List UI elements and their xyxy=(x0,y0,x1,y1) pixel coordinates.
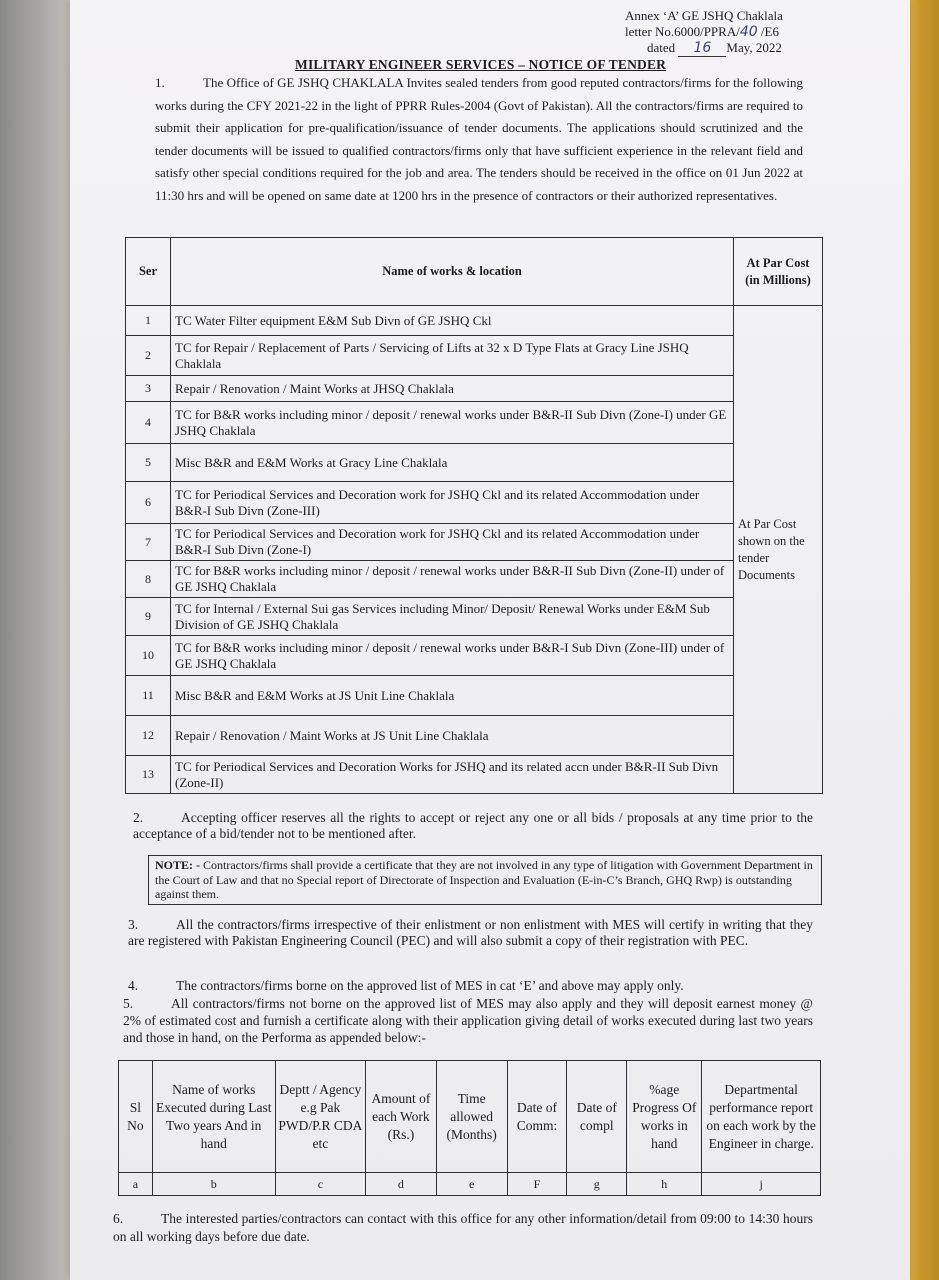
table-row-ser: 4 xyxy=(126,402,171,444)
perf-letter: d xyxy=(366,1173,437,1196)
table-row-name: TC for Internal / External Sui gas Services including Minor/ Deposit/ Renewal Works under E&M Sub Division of GE JSHQ Chaklala xyxy=(171,598,734,636)
col-header-cost: At Par Cost (in Millions) xyxy=(734,238,823,306)
table-row-ser: 3 xyxy=(126,376,171,402)
cost-note-text: At Par Cost shown on the tender Documents xyxy=(738,516,805,582)
table-row-ser: 5 xyxy=(126,444,171,482)
paragraph-5 xyxy=(123,995,813,1046)
para-number: 6. xyxy=(113,1211,124,1226)
note-text: Contractors/firms shall provide a certificate that they are not involved in any type of litigation with Government Department in the Court of Law and that no Special report of Directorate of Inspection and Evaluation (E-in-C’s Branch, GHQ Rwp) is outstanding against them. xyxy=(155,858,813,901)
table-row-ser: 2 xyxy=(126,336,171,376)
perf-header: Name of works Executed during Last Two years And in hand xyxy=(152,1061,275,1173)
perf-header: Time allowed (Months) xyxy=(436,1061,507,1173)
letter-number-suffix: /E6 xyxy=(757,24,779,39)
para-number: 4. xyxy=(128,978,139,993)
performa-table xyxy=(118,1060,821,1196)
note-label: NOTE: - xyxy=(155,858,200,872)
annex-line2 xyxy=(625,24,783,40)
perf-letter: e xyxy=(436,1173,507,1196)
annex-reference xyxy=(625,8,783,57)
table-row-name: TC for B&R works including minor / deposit / renewal works under B&R-II Sub Divn (Zone-II) under of GE JSHQ Chaklala xyxy=(171,561,734,598)
para-text: All the contractors/firms irrespective of their enlistment or non enlistment with MES will certify in writing that they are registered with Pakistan Engineering Council (PEC) and will also submit a copy of their registration with PEC. xyxy=(128,917,813,948)
table-row-name: TC for Periodical Services and Decoration work for JSHQ Ckl and its related Accommodation under B&R-I Sub Divn (Zone-III) xyxy=(171,482,734,524)
table-row-name: Repair / Renovation / Maint Works at JS Unit Line Chaklala xyxy=(171,716,734,756)
table-row-ser: 10 xyxy=(126,636,171,676)
annex-line3 xyxy=(625,40,783,57)
para-text: The Office of GE JSHQ CHAKLALA Invites sealed tenders from good reputed contractors/firms for the following works during the CFY 2021-22 in the light of PPRR Rules-2004 (Govt of Pakistan). All the contractors/firms are required to submit their application for pre-qualification/issuance of tender documents. The applications should scrutinized and the tender documents will be issued to qualified contractors/firms only that have sufficient experience in the relevant field and satisfy other special conditions required for the job and area. The tenders should be received in the office on 01 Jun 2022 at 11:30 hrs and will be opened on same date at 1200 hrs in the presence of contractors or their authorized representatives. xyxy=(155,75,803,203)
letter-number-prefix: letter No.6000/PPRA/ xyxy=(625,24,740,39)
perf-header: Amount of each Work (Rs.) xyxy=(366,1061,437,1173)
perf-header: Deptt / Agency e.g Pak PWD/P.R CDA etc xyxy=(275,1061,365,1173)
perf-header: Departmental performance report on each work by the Engineer in charge. xyxy=(702,1061,821,1173)
table-row-name: TC for Periodical Services and Decoration work for JSHQ Ckl and its related Accommodation under B&R-I Sub Divn (Zone-I) xyxy=(171,524,734,561)
annex-line1: Annex ‘A’ GE JSHQ Chaklala xyxy=(625,8,783,23)
note-box xyxy=(148,855,822,905)
table-row-ser: 1 xyxy=(126,306,171,336)
perf-header: Date of compl xyxy=(567,1061,627,1173)
table-row-name: TC for B&R works including minor / deposit / renewal works under B&R-II Sub Divn (Zone-I) under GE JSHQ Chaklala xyxy=(171,402,734,444)
dated-month: May, 2022 xyxy=(726,40,782,55)
para-text: Accepting officer reserves all the rights to accept or reject any one or all bids / proposals at any time prior to the acceptance of a bid/tender not to be mentioned after. xyxy=(133,810,813,841)
table-row-ser: 11 xyxy=(126,676,171,716)
perf-letter: c xyxy=(275,1173,365,1196)
table-row-name: TC for Repair / Replacement of Parts / Servicing of Lifts at 32 x D Type Flats at Gracy Line JSHQ Chaklala xyxy=(171,336,734,376)
table-row-ser: 9 xyxy=(126,598,171,636)
handwritten-letter-number: 40 xyxy=(739,24,758,40)
para-number: 3. xyxy=(128,917,139,932)
perf-header: %age Progress Of works in hand xyxy=(627,1061,702,1173)
table-row-ser: 6 xyxy=(126,482,171,524)
perf-header: Date of Comm: xyxy=(507,1061,567,1173)
para-number: 2. xyxy=(133,810,144,825)
paragraph-1 xyxy=(155,72,803,207)
perf-header: Sl No xyxy=(119,1061,153,1173)
table-row-ser: 8 xyxy=(126,561,171,598)
paragraph-3 xyxy=(128,917,813,949)
para-text: The contractors/firms borne on the approved list of MES in cat ‘E’ and above may apply only. xyxy=(176,978,684,993)
perf-letter: h xyxy=(627,1173,702,1196)
dated-label: dated xyxy=(647,40,676,55)
table-row-name: Misc B&R and E&M Works at JS Unit Line Chaklala xyxy=(171,676,734,716)
perf-letter: g xyxy=(567,1173,627,1196)
table-row-ser: 7 xyxy=(126,524,171,561)
perf-letter: b xyxy=(152,1173,275,1196)
table-row-name: TC for B&R works including minor / deposit / renewal works under B&R-I Sub Divn (Zone-III) under of GE JSHQ Chaklala xyxy=(171,636,734,676)
para-number: 5. xyxy=(123,996,134,1011)
cost-note xyxy=(734,306,823,794)
works-table xyxy=(125,237,823,794)
para-text: The interested parties/contractors can contact with this office for any other information/detail from 09:00 to 14:30 hours on all working days before due date. xyxy=(113,1211,813,1244)
handwritten-date: 16 xyxy=(693,40,712,56)
paragraph-6 xyxy=(113,1210,813,1246)
table-row-name: Repair / Renovation / Maint Works at JHSQ Chaklala xyxy=(171,376,734,402)
perf-letter: F xyxy=(507,1173,567,1196)
col-header-ser: Ser xyxy=(126,238,171,306)
document-sheet xyxy=(70,0,910,1280)
para-text: All contractors/firms not borne on the approved list of MES may also apply and they will deposit earnest money @ 2% of estimated cost and furnish a certificate along with their application giving detail of works executed during last two years and those in hand, on the Performa as appended below:- xyxy=(123,996,813,1045)
paragraph-2 xyxy=(133,810,813,842)
table-row-name: Misc B&R and E&M Works at Gracy Line Chaklala xyxy=(171,444,734,482)
table-row-ser: 13 xyxy=(126,756,171,794)
table-row-name: TC Water Filter equipment E&M Sub Divn of GE JSHQ Ckl xyxy=(171,306,734,336)
table-row-name: TC for Periodical Services and Decoration Works for JSHQ and its related accn under B&R-II Sub Divn (Zone-II) xyxy=(171,756,734,794)
notice-title: MILITARY ENGINEER SERVICES – NOTICE OF TENDER xyxy=(295,57,667,72)
para-number: 1. xyxy=(155,75,165,90)
perf-letter: j xyxy=(702,1173,821,1196)
col-header-name: Name of works & location xyxy=(171,238,734,306)
table-row-ser: 12 xyxy=(126,716,171,756)
perf-letter: a xyxy=(119,1173,153,1196)
